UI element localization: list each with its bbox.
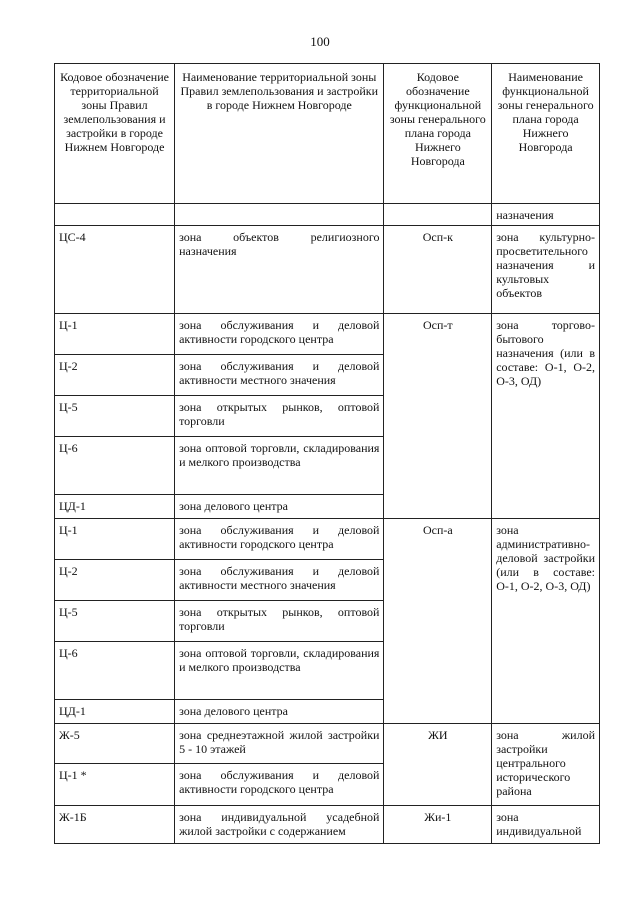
zone-code: Ц-1 bbox=[55, 519, 175, 560]
zone-code: Ц-2 bbox=[55, 355, 175, 396]
zone-name: зона оптовой торговли, складирования и мелкого производства bbox=[175, 437, 384, 495]
cell-empty bbox=[55, 204, 175, 226]
functional-code: Осп-т bbox=[384, 314, 492, 519]
zone-name: зона среднеэтажной жилой застройки 5 - 10 этажей bbox=[175, 724, 384, 764]
table-row bbox=[55, 806, 600, 844]
zone-code: Ц-5 bbox=[55, 396, 175, 437]
table-row bbox=[55, 519, 600, 560]
cell-empty bbox=[384, 204, 492, 226]
continuation-row bbox=[55, 204, 600, 226]
zone-name: зона делового центра bbox=[175, 700, 384, 724]
table-row bbox=[55, 314, 600, 355]
zone-name: зона делового центра bbox=[175, 495, 384, 519]
functional-name: зона культурно-просветительного назначения и культовых объектов bbox=[492, 226, 600, 314]
zone-code: Ц-2 bbox=[55, 560, 175, 601]
functional-code: Жи-1 bbox=[384, 806, 492, 844]
zone-code: Ц-5 bbox=[55, 601, 175, 642]
header-functional-code: Кодовое обозначение функциональной зоны генерального плана города Нижнего Новгорода bbox=[384, 64, 492, 204]
zones-table bbox=[54, 63, 600, 844]
functional-code: ЖИ bbox=[384, 724, 492, 806]
functional-name: зона торгово-бытового назначения (или в составе: О-1, О-2, О-3, ОД) bbox=[492, 314, 600, 519]
zone-name: зона обслуживания и деловой активности местного значения bbox=[175, 560, 384, 601]
zone-name: зона оптовой торговли, складирования и мелкого производства bbox=[175, 642, 384, 700]
zone-code: ЦД-1 bbox=[55, 495, 175, 519]
zone-code: Ц-1 bbox=[55, 314, 175, 355]
zone-name: зона обслуживания и деловой активности городского центра bbox=[175, 314, 384, 355]
functional-code: Осп-а bbox=[384, 519, 492, 724]
table-row bbox=[55, 226, 600, 314]
zone-name: зона объектов религиозного назначения bbox=[175, 226, 384, 314]
zone-name: зона индивидуальной усадебной жилой застройки с содержанием bbox=[175, 806, 384, 844]
functional-name: зона жилой застройки центрального исторического района bbox=[492, 724, 600, 806]
table-row bbox=[55, 724, 600, 764]
zone-code: Ц-1 * bbox=[55, 764, 175, 806]
zone-name: зона открытых рынков, оптовой торговли bbox=[175, 396, 384, 437]
cell-empty bbox=[175, 204, 384, 226]
zone-name: зона обслуживания и деловой активности городского центра bbox=[175, 519, 384, 560]
zone-code: ЦС-4 bbox=[55, 226, 175, 314]
header-functional-name: Наименование функциональной зоны генерального плана города Нижнего Новгорода bbox=[492, 64, 600, 204]
header-row bbox=[55, 64, 600, 204]
zone-code: Ц-6 bbox=[55, 642, 175, 700]
header-zone-name: Наименование территориальной зоны Правил землепользования и застройки в городе Нижнем Новгороде bbox=[175, 64, 384, 204]
functional-name: зона административно-деловой застройки (или в составе: О-1, О-2, О-3, ОД) bbox=[492, 519, 600, 724]
zone-code: Ж-5 bbox=[55, 724, 175, 764]
zone-code: Ц-6 bbox=[55, 437, 175, 495]
continuation-text: назначения bbox=[492, 204, 600, 226]
zone-code: ЦД-1 bbox=[55, 700, 175, 724]
page-number: 100 bbox=[310, 34, 330, 49]
zone-name: зона обслуживания и деловой активности местного значения bbox=[175, 355, 384, 396]
functional-code: Осп-к bbox=[384, 226, 492, 314]
zone-code: Ж-1Б bbox=[55, 806, 175, 844]
functional-name: зона индивидуальной bbox=[492, 806, 600, 844]
header-zone-code: Кодовое обозначение территориальной зоны Правил землепользования и застройки в городе Нижнем Новгороде bbox=[55, 64, 175, 204]
zone-name: зона открытых рынков, оптовой торговли bbox=[175, 601, 384, 642]
zone-name: зона обслуживания и деловой активности городского центра bbox=[175, 764, 384, 806]
